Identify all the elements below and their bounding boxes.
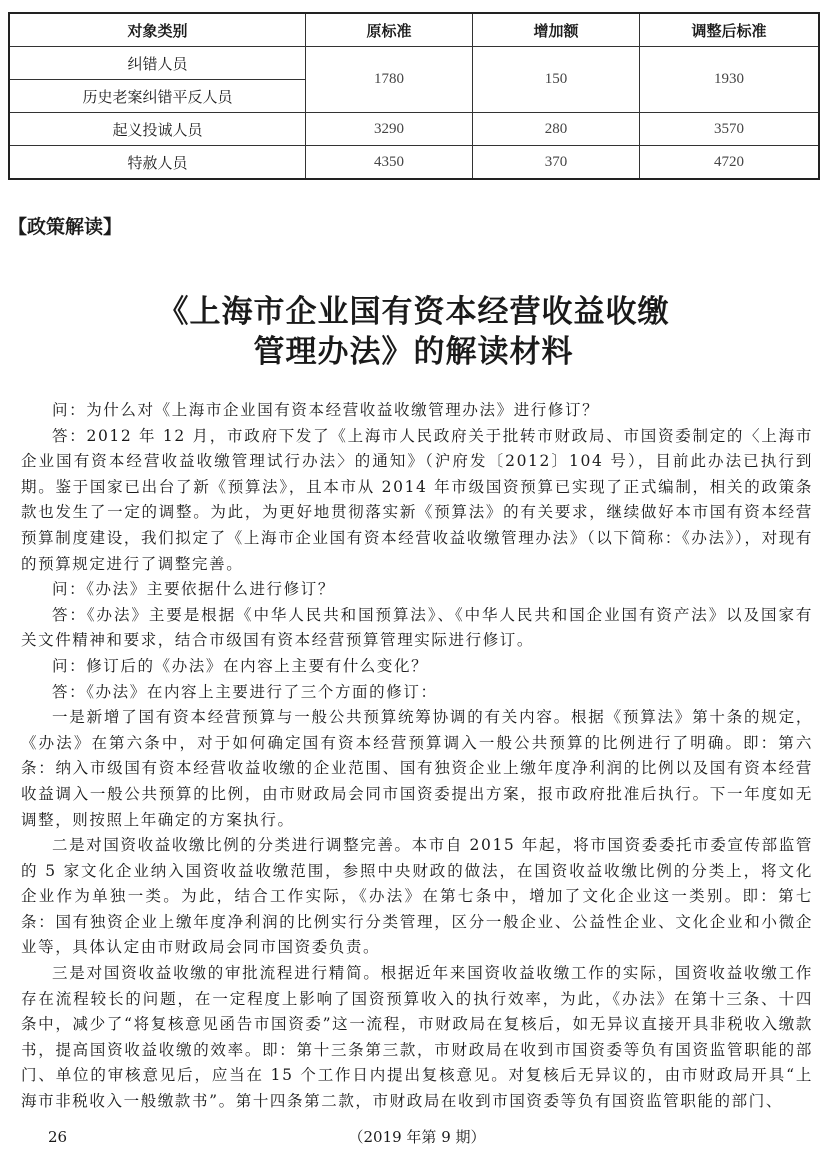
adjusted-cell: 1930	[640, 47, 820, 113]
table-header-row	[9, 13, 819, 47]
adjusted-cell: 3570	[640, 113, 820, 146]
original-cell: 4350	[306, 146, 473, 180]
table-row	[9, 146, 819, 180]
page-footer	[21, 1125, 813, 1149]
increase-cell: 150	[473, 47, 640, 113]
article-title	[0, 292, 827, 372]
pension-standard-table	[8, 12, 820, 180]
table-row	[9, 47, 819, 80]
increase-cell: 280	[473, 113, 640, 146]
paragraph-answer-1: 答：2012 年 12 月，市政府下发了《上海市人民政府关于批转市财政局、市国资委制定的〈上海市企业国有资本经营收益收缴管理试行办法〉的通知》（沪府发〔2012〕104 号），目前此办法已执行到期。鉴于国家已出台了新《预算法》，且本市从 2014 年市级国资预算已实现了正式编制，相关的政策条款也发生了一定的调整。为此，为更好地贯彻落实新《预算法》的有关要求，继续做好本市国有资本经营预算制度建设，我们拟定了《上海市企业国有资本经营收益收缴管理办法》（以下简称：《办法》），对现有的预算规定进行了调整完善。	[21, 426, 813, 573]
paragraph-point-1: 一是新增了国有资本经营预算与一般公共预算统筹协调的有关内容。根据《预算法》第十条的规定，《办法》在第六条中，对于如何确定国有资本经营预算调入一般公共预算的比例进行了明确。即：第六条：纳入市级国有资本经营收益收缴的企业范围、国有独资企业上缴年度净利润的比例以及国有资本经营收益调入一般公共预算的比例，由市财政局会同市国资委提出方案，报市政府批准后执行。下一年度如无调整，则按照上年确定的方案执行。	[21, 708, 813, 829]
article-flow	[21, 398, 813, 1149]
original-cell: 3290	[306, 113, 473, 146]
adjusted-cell: 4720	[640, 146, 820, 180]
table-row	[9, 113, 819, 146]
category-cell: 纠错人员	[9, 47, 306, 80]
increase-cell: 370	[473, 146, 640, 180]
title-line-1: 《上海市企业国有资本经营收益收缴	[157, 294, 670, 330]
paragraph-question-2: 问：《办法》主要依据什么进行修订？	[52, 580, 335, 599]
paragraph-answer-2: 答：《办法》主要是根据《中华人民共和国预算法》、《中华人民共和国企业国有资产法》以及国家有关文件精神和要求，结合市级国有资本经营预算管理实际进行修订。	[21, 605, 813, 650]
paragraph-question-3: 问：修订后的《办法》在内容上主要有什么变化？	[52, 656, 429, 675]
header-adjusted: 调整后标准	[640, 13, 820, 47]
title-line-2: 管理办法》的解读材料	[253, 334, 574, 370]
header-category: 对象类别	[9, 13, 306, 47]
category-cell: 起义投诚人员	[9, 113, 306, 146]
original-cell: 1780	[306, 47, 473, 113]
page-number: 26	[48, 1127, 68, 1146]
header-original: 原标准	[306, 13, 473, 47]
article-body	[21, 398, 813, 1115]
header-increase: 增加额	[473, 13, 640, 47]
issue-label: （2019 年第 9 期）	[348, 1127, 486, 1146]
paragraph-answer-3: 答：《办法》在内容上主要进行了三个方面的修订：	[52, 682, 438, 701]
section-label: 【政策解读】	[8, 216, 123, 238]
paragraph-point-3: 三是对国资收益收缴的审批流程进行精简。根据近年来国资收益收缴工作的实际，国资收益收缴工作存在流程较长的问题，在一定程度上影响了国资预算收入的执行效率，为此，《办法》在第十三条、十四条中，减少了“将复核意见函告市国资委”这一流程，市财政局在复核后，如无异议直接开具非税收入缴款书，提高国资收益收缴的效率。即：第十三条第三款，市财政局在收到市国资委等负有国资监管职能的部门、单位的审核意见后，应当在 15 个工作日内提出复核意见。对复核后无异议的，由市财政局开具“上海市非税收入一般缴款书”。第十四条第二款，市财政局在收到市国资委等负有国资监管职能的部门、	[21, 964, 813, 1111]
category-cell: 历史老案纠错平反人员	[9, 80, 306, 113]
paragraph-question-1: 问：为什么对《上海市企业国有资本经营收益收缴管理办法》进行修订？	[52, 401, 600, 419]
paragraph-point-2: 二是对国资收益收缴比例的分类进行调整完善。本市自 2015 年起，将市国资委委托市委宣传部监管的 5 家文化企业纳入国资收益收缴范围，参照中央财政的做法，在国资收益收缴比例的分类上，将文化企业作为单独一类。为此，结合工作实际，《办法》在第七条中，增加了文化企业这一类别。即：第七条：国有独资企业上缴年度净利润的比例实行分类管理，区分一般企业、公益性企业、文化企业和小微企业等，具体认定由市财政局会同市国资委负责。	[21, 836, 813, 957]
category-cell: 特赦人员	[9, 146, 306, 180]
